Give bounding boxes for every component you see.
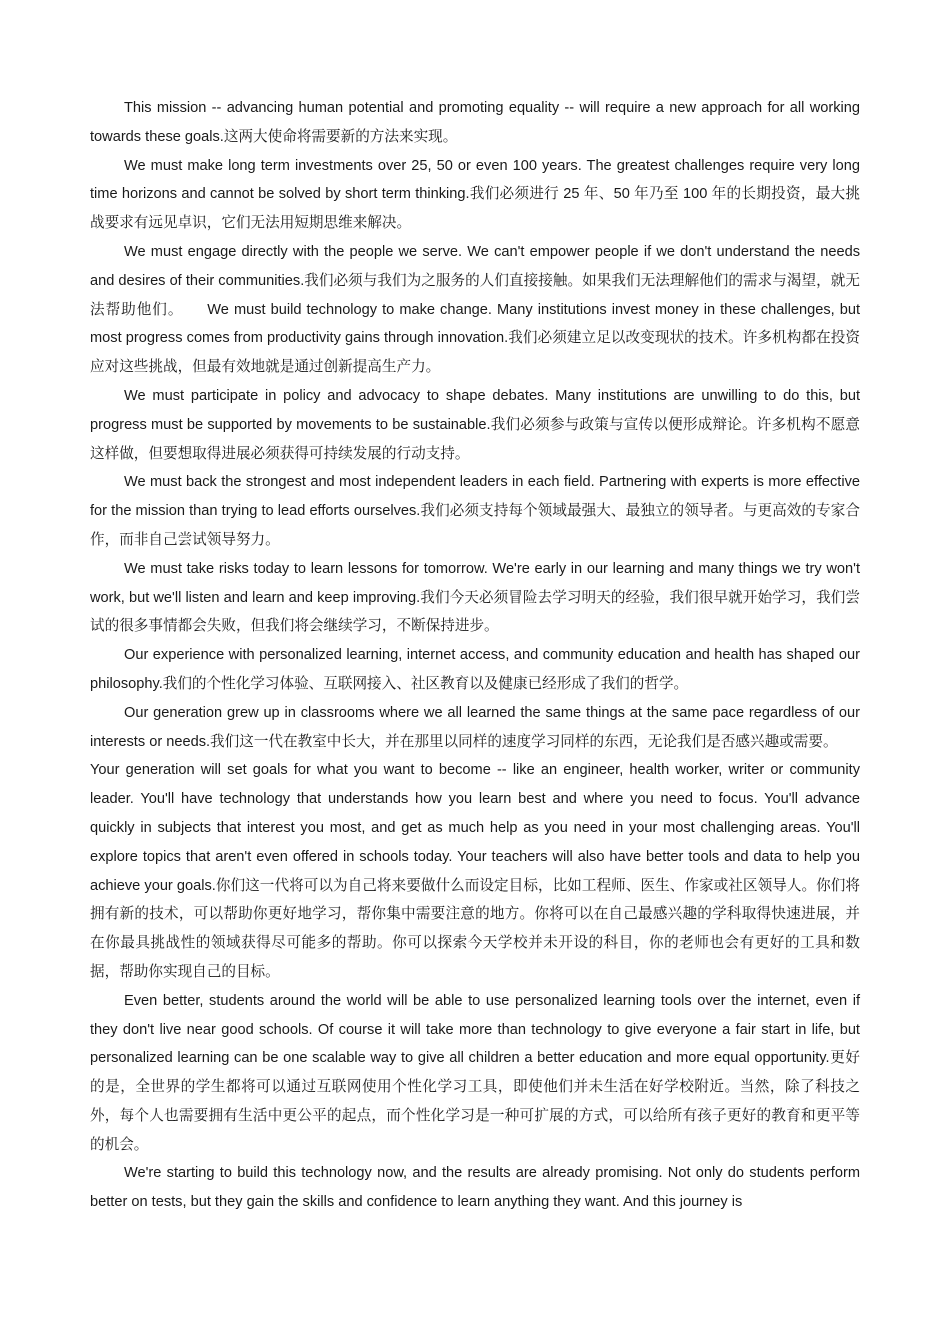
- paragraph-experience-philosophy: Our experience with personalized learning, internet access, and community education and health has shaped our philosophy.我们的个性化学习体验、互联网接入、社区教育以及健康已经形成了我们的哲学。: [90, 647, 860, 692]
- paragraph-building-technology: We're starting to build this technology now, and the results are already promising. Not only do students perform better on tests, but they gain the skills and confidence to learn anything they want. And this journey is: [90, 1165, 860, 1211]
- paragraph-engage-and-build-technology: We must engage directly with the people we serve. We can't empower people if we don't understand the needs and desires of their communities.我们必须与我们为之服务的人们直接接触。如果我们无法理解他们的需求与渴望，就无法帮助他们。 We must build technology to make change. Many institutions invest money in these challenges, but most progress comes from productivity gains through innovation.我们必须建立足以改变现状的技术。许多机构都在投资应对这些挑战，但最有效地就是通过创新提高生产力。: [90, 243, 860, 376]
- paragraph-take-risks: We must take risks today to learn lessons for tomorrow. We're early in our learning and many things we try won't work, but we'll listen and learn and keep improving.我们今天必须冒险去学习明天的经验，我们很早就开始学习，我们尝试的很多事情都会失败，但我们将会继续学习，不断保持进步。: [90, 560, 860, 635]
- paragraph-back-leaders: We must back the strongest and most independent leaders in each field. Partnering with experts is more effective for the mission than trying to lead efforts ourselves.我们必须支持每个领域最强大、最独立的领导者。与更高效的专家合作，而非自己尝试领导努力。: [90, 474, 860, 548]
- paragraph-long-term-investments: We must make long term investments over 25, 50 or even 100 years. The greatest challenges require very long time horizons and cannot be solved by short term thinking.我们必须进行 25 年、50 年乃至 100 年的长期投资，最大挑战要求有远见卓识，它们无法用短期思维来解决。: [90, 157, 860, 232]
- paragraph-even-better: Even better, students around the world will be able to use personalized learning tools over the internet, even if they don't live near good schools. Of course it will take more than technology to give everyone a fair start in life, but personalized learning can be one scalable way to give all children a better education and more equal opportunity.更好的是，全世界的学生都将可以通过互联网使用个性化学习工具，即使他们并未生活在好学校附近。当然，除了科技之外，每个人也需要拥有生活中更公平的起点，而个性化学习是一种可扩展的方式，可以给所有孩子更好的教育和更平等的机会。: [90, 992, 860, 1153]
- document-page: [90, 94, 860, 1217]
- paragraph-our-generation: Our generation grew up in classrooms where we all learned the same things at the same pace regardless of our interests or needs.我们这一代在教室中长大，并在那里以同样的速度学习同样的东西，无论我们是否感兴趣或需要。: [90, 704, 860, 750]
- paragraph-your-generation: Your generation will set goals for what you want to become -- like an engineer, health worker, writer or community leader. You'll have technology that understands how you learn best and where you need to focus. You'll advance quickly in subjects that interest you most, and get as much help as you need in your most challenging areas. You'll explore topics that aren't even offered in schools today. Your teachers will also have better tools and data to help you achieve your goals.你们这一代将可以为自己将来要做什么而设定目标，比如工程师、医生、作家或社区领导人。你们将拥有新的技术，可以帮助你更好地学习，帮你集中需要注意的地方。你将可以在自己最感兴趣的学科取得快速进展，并在你最具挑战性的领域获得尽可能多的帮助。你可以探索今天学校并未开设的科目，你的老师也会有更好的工具和数据，帮助你实现自己的目标。: [90, 762, 860, 980]
- paragraph-mission-approach: This mission -- advancing human potential and promoting equality -- will require a new approach for all working towards these goals.这两大使命将需要新的方法来实现。: [90, 100, 860, 145]
- paragraph-policy-advocacy: We must participate in policy and advocacy to shape debates. Many institutions are unwilling to do this, but progress must be supported by movements to be sustainable.我们必须参与政策与宣传以便形成辩论。许多机构不愿意这样做，但要想取得进展必须获得可持续发展的行动支持。: [90, 387, 860, 462]
